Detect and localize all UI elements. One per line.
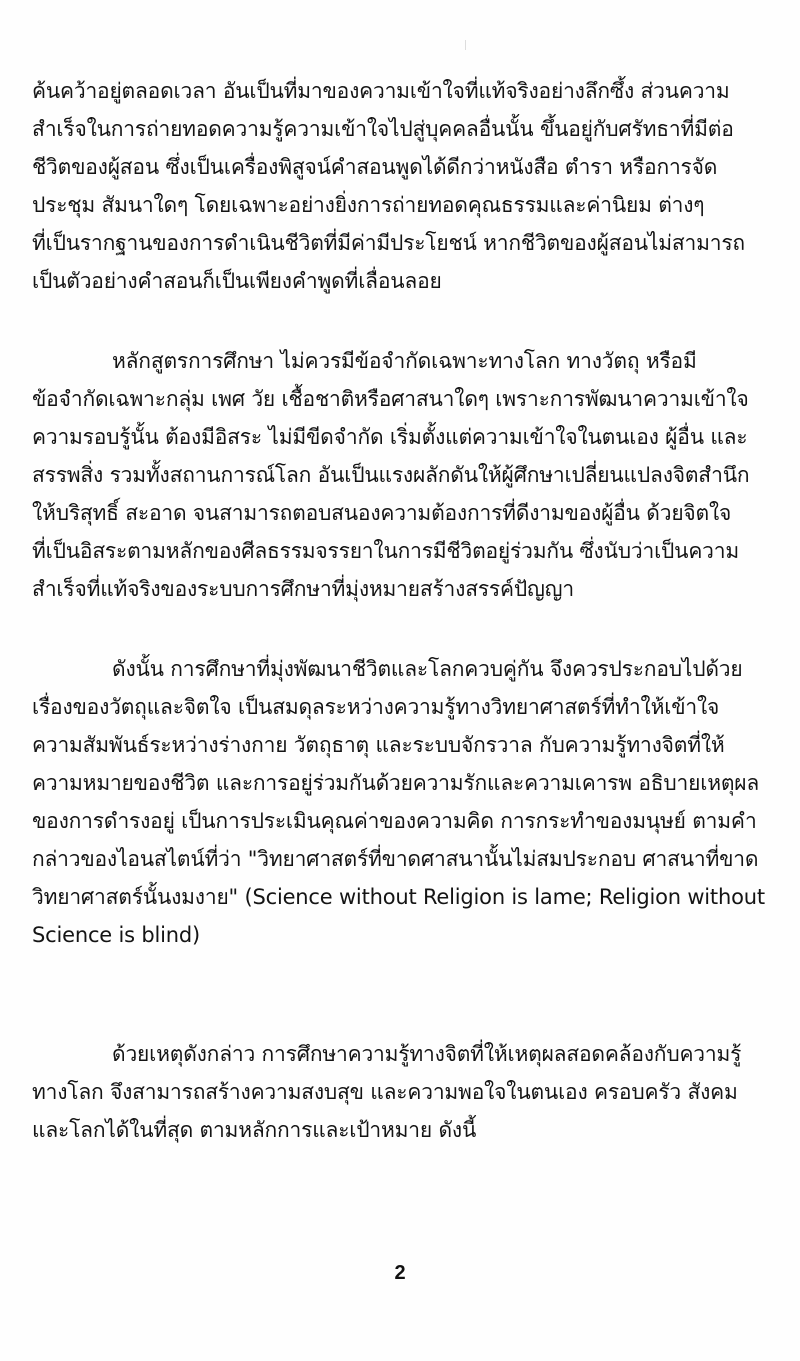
paragraph-line: เรื่องของวัตถุและจิตใจ เป็นสมดุลระหว่างความรู้ทางวิทยาศาสตร์ที่ทำให้เข้าใจ bbox=[32, 695, 720, 719]
paragraph-line: เป็นตัวอย่างคำสอนก็เป็นเพียงคำพูดที่เลื่อนลอย bbox=[32, 269, 442, 293]
paragraph-line: ข้อจำกัดเฉพาะกลุ่ม เพศ วัย เชื้อชาติหรือศาสนาใดๆ เพราะการพัฒนาความเข้าใจ bbox=[32, 387, 749, 411]
paragraph-line: ให้บริสุทธิ์ สะอาด จนสามารถตอบสนองความต้องการที่ดีงามของผู้อื่น ด้วยจิตใจ bbox=[32, 501, 732, 525]
paragraph-line: ของการดำรงอยู่ เป็นการประเมินคุณค่าของความคิด การกระทำของมนุษย์ ตามคำ bbox=[32, 809, 757, 833]
paragraph-first-line: ด้วยเหตุดังกล่าว การศึกษาความรู้ทางจิตที่ให้เหตุผลสอดคล้องกับความรู้ bbox=[112, 1042, 742, 1066]
paragraph-line: วิทยาศาสตร์นั้นงมงาย" (Science without Religion is lame; Religion without bbox=[32, 885, 765, 909]
paragraph-4 bbox=[32, 1035, 782, 1149]
paragraph-line: กล่าวของไอนสไตน์ที่ว่า "วิทยาศาสตร์ที่ขาดศาสนานั้นไม่สมประกอบ ศาสนาที่ขาด bbox=[32, 847, 759, 871]
paragraph-line: สำเร็จในการถ่ายทอดความรู้ความเข้าใจไปสู่บุคคลอื่นนั้น ขึ้นอยู่กับศรัทธาที่มีต่อ bbox=[32, 117, 734, 141]
paragraph-line: ความหมายของชีวิต และการอยู่ร่วมกันด้วยความรักและความเคารพ อธิบายเหตุผล bbox=[32, 771, 760, 795]
paragraph-line: ที่เป็นอิสระตามหลักของศีลธรรมจรรยาในการมีชีวิตอยู่ร่วมกัน ซึ่งนับว่าเป็นความ bbox=[32, 539, 740, 563]
paragraph-line: ทางโลก จึงสามารถสร้างความสงบสุข และความพอใจในตนเอง ครอบครัว สังคม bbox=[32, 1080, 738, 1104]
paragraph-line: Science is blind) bbox=[32, 923, 200, 947]
paragraph-first-line: ดังนั้น การศึกษาที่มุ่งพัฒนาชีวิตและโลกควบคู่กัน จึงควรประกอบไปด้วย bbox=[112, 657, 743, 681]
paragraph-1 bbox=[32, 72, 782, 300]
paragraph-line: ความสัมพันธ์ระหว่างร่างกาย วัตถุธาตุ และระบบจักรวาล กับความรู้ทางจิตที่ให้ bbox=[32, 733, 725, 757]
paragraph-line: สรรพสิ่ง รวมทั้งสถานการณ์โลก อันเป็นแรงผลักดันให้ผู้ศึกษาเปลี่ยนแปลงจิตสำนึก bbox=[32, 463, 750, 487]
paragraph-2 bbox=[32, 342, 782, 608]
paragraph-line: ชีวิตของผู้สอน ซึ่งเป็นเครื่องพิสูจน์คำสอนพูดได้ดีกว่าหนังสือ ตำรา หรือการจัด bbox=[32, 155, 718, 179]
paragraph-line: ความรอบรู้นั้น ต้องมีอิสระ ไม่มีขีดจำกัด เริ่มตั้งแต่ความเข้าใจในตนเอง ผู้อื่น และ bbox=[32, 425, 748, 449]
page-number: 2 bbox=[394, 1262, 406, 1284]
scan-artifact-mark bbox=[465, 40, 472, 50]
paragraph-first-line: หลักสูตรการศึกษา ไม่ควรมีข้อจำกัดเฉพาะทางโลก ทางวัตถุ หรือมี bbox=[112, 349, 697, 373]
paragraph-3 bbox=[32, 650, 782, 954]
paragraph-line: และโลกได้ในที่สุด ตามหลักการและเป้าหมาย ดังนี้ bbox=[32, 1118, 477, 1142]
paragraph-line: ค้นคว้าอยู่ตลอดเวลา อันเป็นที่มาของความเข้าใจที่แท้จริงอย่างลึกซึ้ง ส่วนความ bbox=[32, 79, 730, 103]
paragraph-line: ที่เป็นรากฐานของการดำเนินชีวิตที่มีค่ามีประโยชน์ หากชีวิตของผู้สอนไม่สามารถ bbox=[32, 231, 745, 255]
paragraph-line: ประชุม สัมนาใดๆ โดยเฉพาะอย่างยิ่งการถ่ายทอดคุณธรรมและค่านิยม ต่างๆ bbox=[32, 193, 705, 217]
paragraph-line: สำเร็จที่แท้จริงของระบบการศึกษาที่มุ่งหมายสร้างสรรค์ปัญญา bbox=[32, 577, 574, 601]
